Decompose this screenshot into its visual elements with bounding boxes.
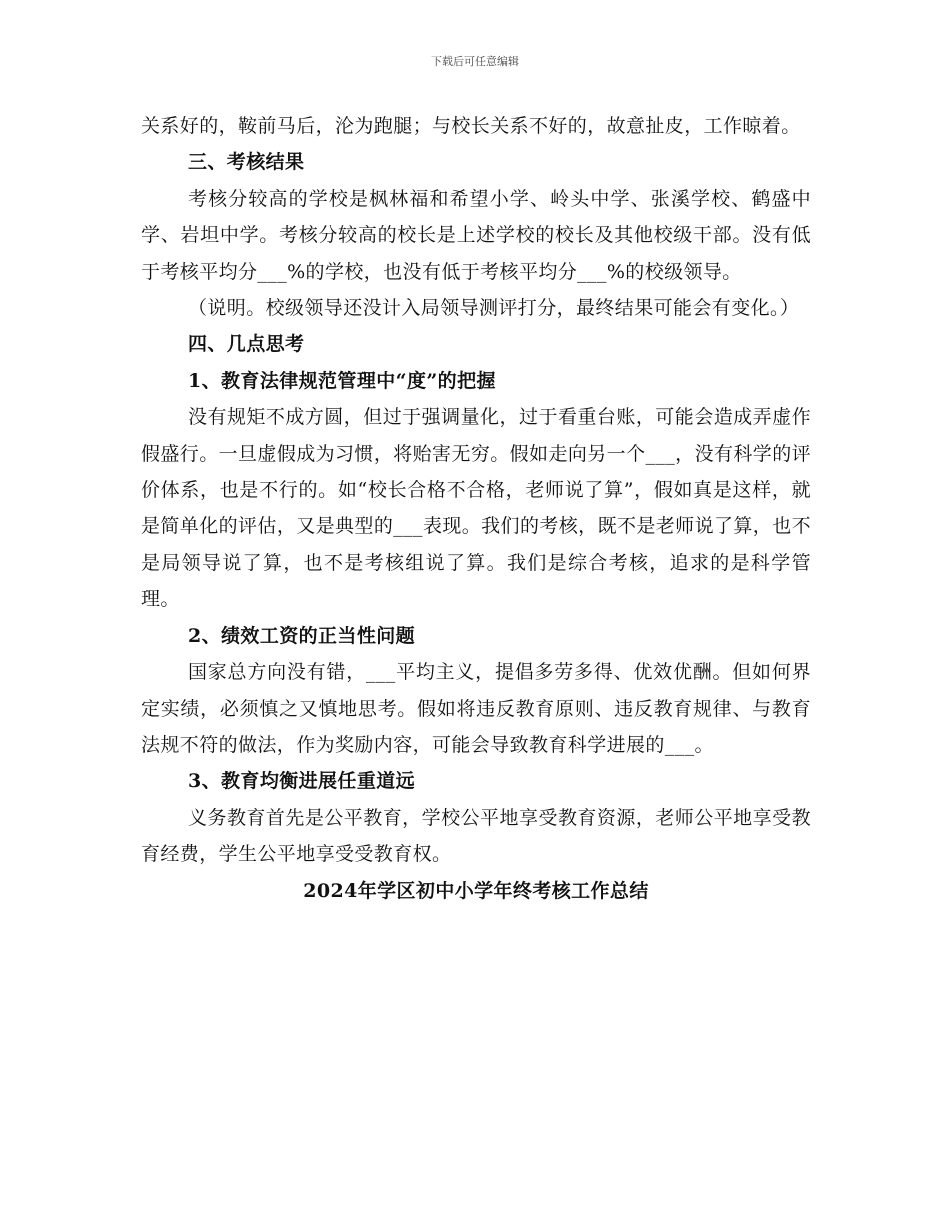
section-heading-results: 三、考核结果 <box>188 151 305 174</box>
paragraph-1: 没有规矩不成方圆，但过于强调量化，过于看重台账，可能会造成弄虚作假盛行。一旦虚假成为习惯，将贻害无穷。假如走向另一个___，没有科学的评价体系，也是不行的。如“校长合格不合格，老师说了算”，假如真是这样，就是简单化的评估，又是典型的___表现。我们的考核，既不是老师说了算，也不是局领导说了算，也不是考核组说了算。我们是综合考核，追求的是科学管理。 <box>141 406 811 611</box>
paragraph-2: 国家总方向没有错，___平均主义，提倡多劳多得、优效优酬。但如何界定实绩，必须慎之又慎地思考。假如将违反教育原则、违反教育规律、与教育法规不符的做法，作为奖励内容，可能会导致教育科学进展的___。 <box>141 661 811 756</box>
subheading-3: 3、教育均衡进展任重道远 <box>188 770 416 793</box>
section-heading-thoughts: 四、几点思考 <box>188 333 305 356</box>
subheading-2: 2、绩效工资的正当性问题 <box>188 624 416 647</box>
paragraph-note: （说明。校级领导还没计入局领导测评打分，最终结果可能会有变化。） <box>188 297 800 320</box>
paragraph-results: 考核分较高的学校是枫林福和希望小学、岭头中学、张溪学校、鹤盛中学、岩坦中学。考核分较高的校长是上述学校的校长及其他校级干部。没有低于考核平均分___%的学校，也没有低于考核平均分___%的校级领导。 <box>141 187 811 283</box>
page-header: 下载后可任意编辑 <box>431 55 519 68</box>
document-body <box>141 108 811 909</box>
subheading-1: 1、教育法律规范管理中“度”的把握 <box>188 369 496 392</box>
paragraph-continuation: 关系好的，鞍前马后，沦为跑腿；与校长关系不好的，故意扯皮，工作晾着。 <box>141 115 801 137</box>
document-title: 2024年学区初中小学年终考核工作总结 <box>303 879 649 902</box>
paragraph-3: 义务教育首先是公平教育，学校公平地享受教育资源，老师公平地享受教育经费，学生公平地享受受教育权。 <box>141 806 811 866</box>
